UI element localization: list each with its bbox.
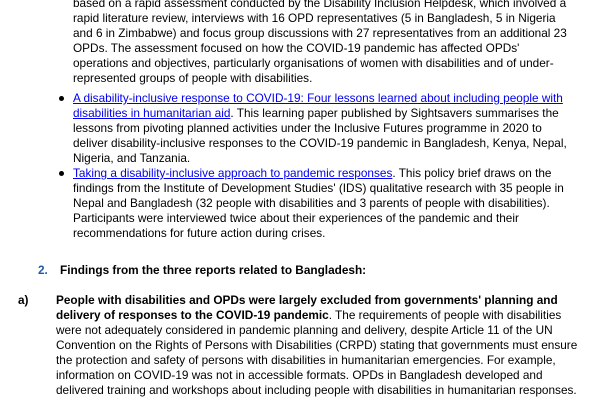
reference-link-pandemic-responses[interactable]: Taking a disability-inclusive approach to pandemic responses	[73, 166, 393, 180]
finding-text: . The requirements of people with disabilities were not adequately considered in pandemic planning and delivery, despite Article 11 of the UN Convention on the Rights of Persons with Disabilities (CRPD) stating that governments must ensure the protection and safety of persons with disabilities in humanitarian emergencies. For example, information on COVID-19 was not in accessible formats. OPDs in Bangladesh developed and delivered training and workshops about including people with disabilities in humanitarian responses.	[56, 308, 578, 397]
list-item	[73, 166, 573, 241]
reference-description: . This policy brief draws on the findings from the Institute of Development Studies' (IDS) qualitative research with 35 people in Nepal and Bangladesh (32 people with disabilities and 3 parents of people with disabilities). Participants were interviewed twice about their experiences of the pandemic and their recommendations for future action during crises.	[73, 166, 564, 240]
top-paragraph: based on a rapid assessment conducted by the Disability Inclusion Helpdesk, which involved a rapid literature review, interviews with 16 OPD representatives (5 in Bangladesh, 5 in Nigeria and 6 in Zimbabwe) and focus group discussions with 27 representatives from an additional 23 OPDs. The assessment focused on how the COVID-19 pandemic has affected OPDs' operations and objectives, particularly organisations of women with disabilities and of under-represented groups of people with disabilities.	[73, 0, 567, 85]
section-title: Findings from the three reports related to Bangladesh:	[60, 263, 367, 277]
reference-link-four-lessons[interactable]: A disability-inclusive response to COVID-19: Four lessons learned about including people with disabilities in humanitarian aid	[73, 91, 563, 120]
finding-marker: a)	[18, 293, 29, 307]
finding-a	[18, 293, 578, 398]
reference-list	[73, 91, 573, 241]
finding-bold-text: People with disabilities and OPDs were largely excluded from governments' planning and delivery of responses to the COVID-19 pandemic	[56, 293, 558, 322]
bullet-icon	[59, 96, 64, 101]
section-number: 2.	[38, 263, 48, 277]
bullet-icon	[59, 171, 64, 176]
section-heading	[38, 263, 578, 278]
reference-description: . This learning paper published by Sightsavers summarises the lessons from pivoting planned activities under the Inclusive Futures programme in 2020 to deliver disability-inclusive responses to the COVID-19 pandemic in Bangladesh, Kenya, Nepal, Nigeria, and Tanzania.	[73, 106, 567, 165]
list-item	[73, 91, 573, 166]
finding-body	[56, 293, 578, 398]
